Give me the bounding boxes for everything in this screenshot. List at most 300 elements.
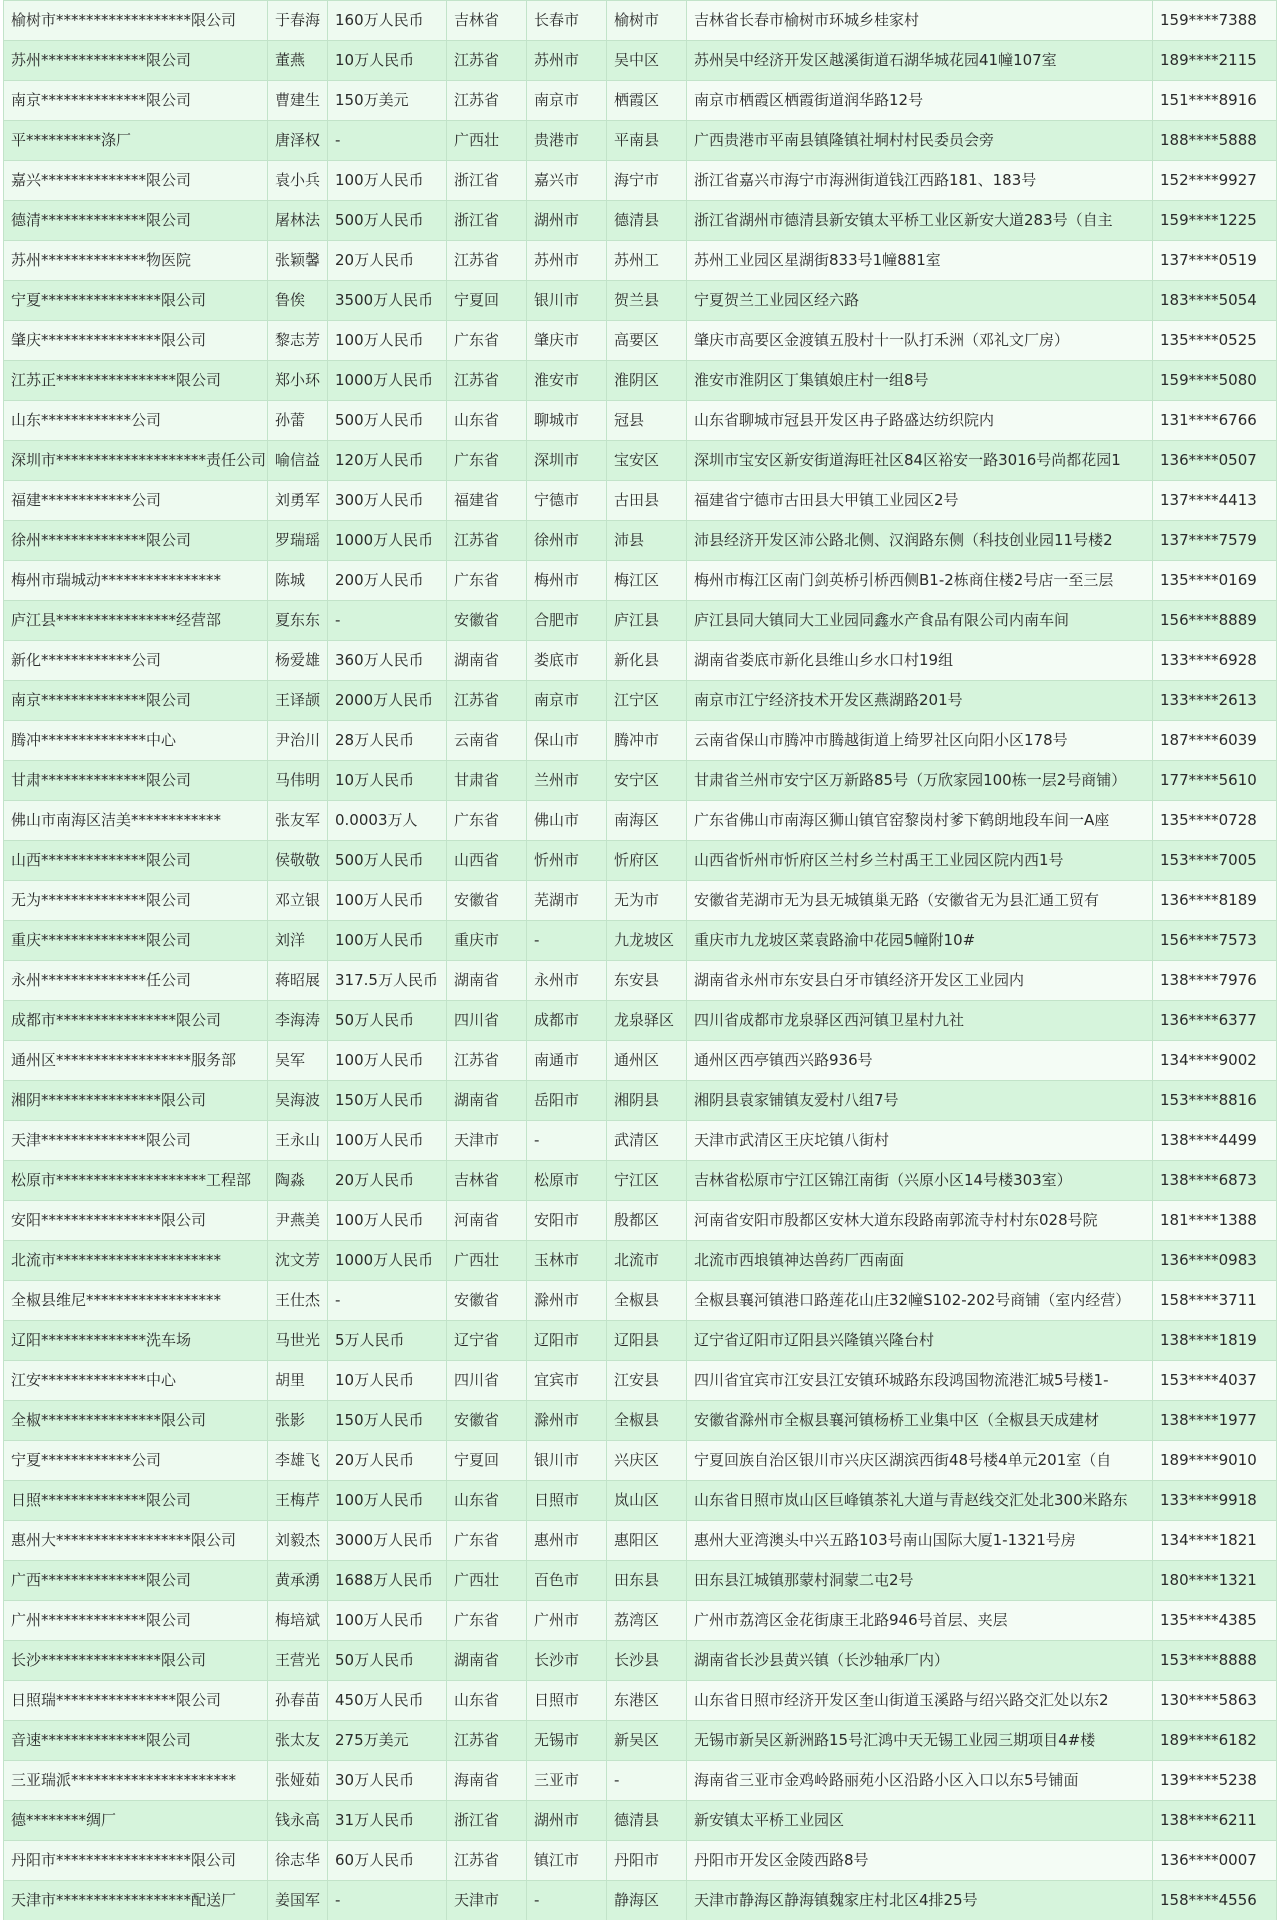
- legal-rep-cell: 陶淼: [268, 1161, 328, 1201]
- table-row: [4, 1081, 1277, 1121]
- table-row: [4, 1481, 1277, 1521]
- table-row: [4, 201, 1277, 241]
- address-cell: 北流市西埌镇神达兽药厂西南面: [687, 1241, 1153, 1281]
- city-cell: 无锡市: [527, 1721, 607, 1761]
- province-cell: 江苏省: [447, 361, 527, 401]
- city-cell: 保山市: [527, 721, 607, 761]
- district-cell: 武清区: [607, 1121, 687, 1161]
- company-name-cell: 重庆**************限公司: [4, 921, 268, 961]
- legal-rep-cell: 鲁俟: [268, 281, 328, 321]
- phone-cell: 137****4413: [1153, 481, 1277, 521]
- table-row: [4, 721, 1277, 761]
- province-cell: 广西壮: [447, 1241, 527, 1281]
- province-cell: 湖南省: [447, 1641, 527, 1681]
- legal-rep-cell: 喻信益: [268, 441, 328, 481]
- table-row: [4, 361, 1277, 401]
- city-cell: 肇庆市: [527, 321, 607, 361]
- table-row: [4, 81, 1277, 121]
- district-cell: 江安县: [607, 1361, 687, 1401]
- city-cell: 苏州市: [527, 241, 607, 281]
- table-row: [4, 1841, 1277, 1881]
- city-cell: 松原市: [527, 1161, 607, 1201]
- province-cell: 广东省: [447, 1521, 527, 1561]
- phone-cell: 152****9927: [1153, 161, 1277, 201]
- table-row: [4, 1521, 1277, 1561]
- capital-cell: 31万人民币: [328, 1801, 447, 1841]
- city-cell: 佛山市: [527, 801, 607, 841]
- phone-cell: 134****9002: [1153, 1041, 1277, 1081]
- table-row: [4, 961, 1277, 1001]
- legal-rep-cell: 李雄飞: [268, 1441, 328, 1481]
- province-cell: 江苏省: [447, 1841, 527, 1881]
- district-cell: 南海区: [607, 801, 687, 841]
- district-cell: 兴庆区: [607, 1441, 687, 1481]
- capital-cell: 200万人民币: [328, 561, 447, 601]
- city-cell: 滁州市: [527, 1401, 607, 1441]
- company-name-cell: 榆树市******************限公司: [4, 1, 268, 41]
- capital-cell: -: [328, 121, 447, 161]
- capital-cell: 300万人民币: [328, 481, 447, 521]
- phone-cell: 188****5888: [1153, 121, 1277, 161]
- table-row: [4, 561, 1277, 601]
- table-row: [4, 1001, 1277, 1041]
- district-cell: 宝安区: [607, 441, 687, 481]
- address-cell: 重庆市九龙坡区菜袁路渝中花园5幢附10#: [687, 921, 1153, 961]
- city-cell: -: [527, 1121, 607, 1161]
- table-row: [4, 161, 1277, 201]
- province-cell: 湖南省: [447, 961, 527, 1001]
- province-cell: 福建省: [447, 481, 527, 521]
- capital-cell: 1000万人民币: [328, 1241, 447, 1281]
- district-cell: 荔湾区: [607, 1601, 687, 1641]
- company-name-cell: 腾冲**************中心: [4, 721, 268, 761]
- capital-cell: 30万人民币: [328, 1761, 447, 1801]
- table-row: [4, 1361, 1277, 1401]
- province-cell: 湖南省: [447, 1081, 527, 1121]
- province-cell: 广西壮: [447, 1561, 527, 1601]
- table-row: [4, 801, 1277, 841]
- district-cell: 新化县: [607, 641, 687, 681]
- phone-cell: 130****5863: [1153, 1681, 1277, 1721]
- capital-cell: 0.0003万人: [328, 801, 447, 841]
- district-cell: 苏州工: [607, 241, 687, 281]
- table-row: [4, 521, 1277, 561]
- city-cell: -: [527, 1881, 607, 1920]
- capital-cell: 3500万人民币: [328, 281, 447, 321]
- table-row: [4, 1561, 1277, 1601]
- city-cell: 日照市: [527, 1681, 607, 1721]
- phone-cell: 177****5610: [1153, 761, 1277, 801]
- district-cell: 德清县: [607, 1801, 687, 1841]
- legal-rep-cell: 王营光: [268, 1641, 328, 1681]
- address-cell: 天津市静海区静海镇魏家庄村北区4排25号: [687, 1881, 1153, 1920]
- province-cell: 浙江省: [447, 161, 527, 201]
- legal-rep-cell: 王永山: [268, 1121, 328, 1161]
- capital-cell: 100万人民币: [328, 921, 447, 961]
- address-cell: 梅州市梅江区南门剑英桥引桥西侧B1-2栋商住楼2号店一至三层: [687, 561, 1153, 601]
- address-cell: 吉林省松原市宁江区锦江南街（兴原小区14号楼303室）: [687, 1161, 1153, 1201]
- capital-cell: 360万人民币: [328, 641, 447, 681]
- city-cell: 忻州市: [527, 841, 607, 881]
- table-row: [4, 481, 1277, 521]
- capital-cell: 317.5万人民币: [328, 961, 447, 1001]
- address-cell: 南京市栖霞区栖霞街道润华路12号: [687, 81, 1153, 121]
- table-row: [4, 641, 1277, 681]
- company-name-cell: 福建************公司: [4, 481, 268, 521]
- phone-cell: 136****8189: [1153, 881, 1277, 921]
- province-cell: 广东省: [447, 441, 527, 481]
- address-cell: 云南省保山市腾冲市腾越街道上绮罗社区向阳小区178号: [687, 721, 1153, 761]
- table-row: [4, 601, 1277, 641]
- phone-cell: 138****7976: [1153, 961, 1277, 1001]
- province-cell: 安徽省: [447, 1281, 527, 1321]
- table-row: [4, 1881, 1277, 1920]
- province-cell: 安徽省: [447, 881, 527, 921]
- province-cell: 宁夏回: [447, 1441, 527, 1481]
- table-row: [4, 1161, 1277, 1201]
- address-cell: 广西贵港市平南县镇隆镇社垌村村民委员会旁: [687, 121, 1153, 161]
- district-cell: 淮阴区: [607, 361, 687, 401]
- company-name-cell: 湘阴****************限公司: [4, 1081, 268, 1121]
- province-cell: 江苏省: [447, 41, 527, 81]
- district-cell: -: [607, 1761, 687, 1801]
- capital-cell: 100万人民币: [328, 161, 447, 201]
- legal-rep-cell: 李海涛: [268, 1001, 328, 1041]
- company-name-cell: 山东************公司: [4, 401, 268, 441]
- address-cell: 四川省宜宾市江安县江安镇环城路东段鸿国物流港汇城5号楼1-: [687, 1361, 1153, 1401]
- table-row: [4, 1241, 1277, 1281]
- district-cell: 龙泉驿区: [607, 1001, 687, 1041]
- table-row: [4, 1601, 1277, 1641]
- company-name-cell: 德********绸厂: [4, 1801, 268, 1841]
- city-cell: 惠州市: [527, 1521, 607, 1561]
- company-name-cell: 南京**************限公司: [4, 681, 268, 721]
- company-name-cell: 苏州**************限公司: [4, 41, 268, 81]
- city-cell: 嘉兴市: [527, 161, 607, 201]
- province-cell: 浙江省: [447, 201, 527, 241]
- address-cell: 山东省日照市经济开发区奎山街道玉溪路与绍兴路交汇处以东2: [687, 1681, 1153, 1721]
- district-cell: 静海区: [607, 1881, 687, 1920]
- district-cell: 贺兰县: [607, 281, 687, 321]
- phone-cell: 137****0519: [1153, 241, 1277, 281]
- capital-cell: 100万人民币: [328, 1121, 447, 1161]
- district-cell: 丹阳市: [607, 1841, 687, 1881]
- address-cell: 广州市荔湾区金花街康王北路946号首层、夹层: [687, 1601, 1153, 1641]
- table-row: [4, 1681, 1277, 1721]
- legal-rep-cell: 姜国军: [268, 1881, 328, 1920]
- city-cell: 深圳市: [527, 441, 607, 481]
- district-cell: 东港区: [607, 1681, 687, 1721]
- phone-cell: 138****1977: [1153, 1401, 1277, 1441]
- legal-rep-cell: 马世光: [268, 1321, 328, 1361]
- city-cell: 广州市: [527, 1601, 607, 1641]
- address-cell: 深圳市宝安区新安街道海旺社区84区裕安一路3016号尚都花园1: [687, 441, 1153, 481]
- phone-cell: 151****8916: [1153, 81, 1277, 121]
- legal-rep-cell: 马伟明: [268, 761, 328, 801]
- legal-rep-cell: 邓立银: [268, 881, 328, 921]
- address-cell: 辽宁省辽阳市辽阳县兴隆镇兴隆台村: [687, 1321, 1153, 1361]
- table-row: [4, 881, 1277, 921]
- legal-rep-cell: 屠林法: [268, 201, 328, 241]
- legal-rep-cell: 刘勇军: [268, 481, 328, 521]
- address-cell: 浙江省湖州市德清县新安镇太平桥工业区新安大道283号（自主: [687, 201, 1153, 241]
- table-row: [4, 321, 1277, 361]
- phone-cell: 183****5054: [1153, 281, 1277, 321]
- city-cell: 湖州市: [527, 1801, 607, 1841]
- province-cell: 辽宁省: [447, 1321, 527, 1361]
- capital-cell: 150万人民币: [328, 1081, 447, 1121]
- company-name-cell: 无为**************限公司: [4, 881, 268, 921]
- capital-cell: 275万美元: [328, 1721, 447, 1761]
- company-name-cell: 长沙****************限公司: [4, 1641, 268, 1681]
- city-cell: 三亚市: [527, 1761, 607, 1801]
- city-cell: 贵港市: [527, 121, 607, 161]
- company-name-cell: 平**********涤厂: [4, 121, 268, 161]
- city-cell: 长沙市: [527, 1641, 607, 1681]
- table-row: [4, 121, 1277, 161]
- legal-rep-cell: 唐泽权: [268, 121, 328, 161]
- phone-cell: 153****4037: [1153, 1361, 1277, 1401]
- phone-cell: 189****9010: [1153, 1441, 1277, 1481]
- district-cell: 海宁市: [607, 161, 687, 201]
- phone-cell: 138****6873: [1153, 1161, 1277, 1201]
- phone-cell: 135****0728: [1153, 801, 1277, 841]
- capital-cell: 50万人民币: [328, 1001, 447, 1041]
- capital-cell: 160万人民币: [328, 1, 447, 41]
- capital-cell: 100万人民币: [328, 1041, 447, 1081]
- city-cell: 宁德市: [527, 481, 607, 521]
- address-cell: 福建省宁德市古田县大甲镇工业园区2号: [687, 481, 1153, 521]
- company-name-cell: 梅州市瑞城动****************: [4, 561, 268, 601]
- phone-cell: 135****4385: [1153, 1601, 1277, 1641]
- phone-cell: 135****0525: [1153, 321, 1277, 361]
- table-row: [4, 1641, 1277, 1681]
- phone-cell: 158****4556: [1153, 1881, 1277, 1920]
- district-cell: 通州区: [607, 1041, 687, 1081]
- capital-cell: 60万人民币: [328, 1841, 447, 1881]
- capital-cell: 150万美元: [328, 81, 447, 121]
- province-cell: 云南省: [447, 721, 527, 761]
- phone-cell: 138****1819: [1153, 1321, 1277, 1361]
- capital-cell: 100万人民币: [328, 881, 447, 921]
- city-cell: 百色市: [527, 1561, 607, 1601]
- company-name-cell: 江安**************中心: [4, 1361, 268, 1401]
- district-cell: 古田县: [607, 481, 687, 521]
- city-cell: 长春市: [527, 1, 607, 41]
- company-name-cell: 肇庆****************限公司: [4, 321, 268, 361]
- capital-cell: 10万人民币: [328, 761, 447, 801]
- table-row: [4, 1121, 1277, 1161]
- table-row: [4, 1, 1277, 41]
- table-row: [4, 1281, 1277, 1321]
- district-cell: 高要区: [607, 321, 687, 361]
- phone-cell: 187****6039: [1153, 721, 1277, 761]
- capital-cell: 2000万人民币: [328, 681, 447, 721]
- address-cell: 丹阳市开发区金陵西路8号: [687, 1841, 1153, 1881]
- province-cell: 安徽省: [447, 601, 527, 641]
- city-cell: 南通市: [527, 1041, 607, 1081]
- company-name-cell: 惠州大******************限公司: [4, 1521, 268, 1561]
- city-cell: 银川市: [527, 281, 607, 321]
- province-cell: 江苏省: [447, 1721, 527, 1761]
- phone-cell: 136****0507: [1153, 441, 1277, 481]
- phone-cell: 133****2613: [1153, 681, 1277, 721]
- table-row: [4, 1041, 1277, 1081]
- company-name-cell: 通州区******************服务部: [4, 1041, 268, 1081]
- address-cell: 河南省安阳市殷都区安林大道东段路南郭流寺村村东028号院: [687, 1201, 1153, 1241]
- address-cell: 安徽省芜湖市无为县无城镇巢无路（安徽省无为县汇通工贸有: [687, 881, 1153, 921]
- city-cell: 芜湖市: [527, 881, 607, 921]
- address-cell: 南京市江宁经济技术开发区燕湖路201号: [687, 681, 1153, 721]
- legal-rep-cell: 夏东东: [268, 601, 328, 641]
- capital-cell: 10万人民币: [328, 41, 447, 81]
- capital-cell: 1688万人民币: [328, 1561, 447, 1601]
- legal-rep-cell: 梅培斌: [268, 1601, 328, 1641]
- legal-rep-cell: 王仕杰: [268, 1281, 328, 1321]
- address-cell: 宁夏贺兰工业园区经六路: [687, 281, 1153, 321]
- capital-cell: 150万人民币: [328, 1401, 447, 1441]
- legal-rep-cell: 刘毅杰: [268, 1521, 328, 1561]
- company-name-cell: 徐州**************限公司: [4, 521, 268, 561]
- district-cell: 北流市: [607, 1241, 687, 1281]
- address-cell: 新安镇太平桥工业园区: [687, 1801, 1153, 1841]
- legal-rep-cell: 沈文芳: [268, 1241, 328, 1281]
- capital-cell: 50万人民币: [328, 1641, 447, 1681]
- district-cell: 榆树市: [607, 1, 687, 41]
- province-cell: 山西省: [447, 841, 527, 881]
- phone-cell: 135****0169: [1153, 561, 1277, 601]
- legal-rep-cell: 张太友: [268, 1721, 328, 1761]
- address-cell: 山西省忻州市忻府区兰村乡兰村禹王工业园区院内西1号: [687, 841, 1153, 881]
- legal-rep-cell: 张友军: [268, 801, 328, 841]
- capital-cell: 1000万人民币: [328, 361, 447, 401]
- city-cell: 成都市: [527, 1001, 607, 1041]
- capital-cell: 100万人民币: [328, 1481, 447, 1521]
- company-name-cell: 天津**************限公司: [4, 1121, 268, 1161]
- address-cell: 宁夏回族自治区银川市兴庆区湖滨西街48号楼4单元201室（自: [687, 1441, 1153, 1481]
- table-row: [4, 761, 1277, 801]
- capital-cell: 1000万人民币: [328, 521, 447, 561]
- city-cell: 娄底市: [527, 641, 607, 681]
- table-row: [4, 921, 1277, 961]
- capital-cell: -: [328, 601, 447, 641]
- capital-cell: 120万人民币: [328, 441, 447, 481]
- province-cell: 四川省: [447, 1361, 527, 1401]
- address-cell: 广东省佛山市南海区狮山镇官窑黎岗村爹下鹤朗地段车间一A座: [687, 801, 1153, 841]
- city-cell: 湖州市: [527, 201, 607, 241]
- company-name-cell: 甘肃**************限公司: [4, 761, 268, 801]
- company-name-cell: 嘉兴**************限公司: [4, 161, 268, 201]
- legal-rep-cell: 王译颉: [268, 681, 328, 721]
- capital-cell: 3000万人民币: [328, 1521, 447, 1561]
- city-cell: 镇江市: [527, 1841, 607, 1881]
- legal-rep-cell: 张影: [268, 1401, 328, 1441]
- city-cell: 兰州市: [527, 761, 607, 801]
- capital-cell: 100万人民币: [328, 321, 447, 361]
- city-cell: 淮安市: [527, 361, 607, 401]
- city-cell: 永州市: [527, 961, 607, 1001]
- company-name-cell: 成都市****************限公司: [4, 1001, 268, 1041]
- city-cell: 安阳市: [527, 1201, 607, 1241]
- address-cell: 肇庆市高要区金渡镇五股村十一队打禾洲（邓礼文厂房）: [687, 321, 1153, 361]
- table-row: [4, 1401, 1277, 1441]
- company-name-cell: 新化************公司: [4, 641, 268, 681]
- capital-cell: 5万人民币: [328, 1321, 447, 1361]
- province-cell: 四川省: [447, 1001, 527, 1041]
- phone-cell: 136****6377: [1153, 1001, 1277, 1041]
- district-cell: 梅江区: [607, 561, 687, 601]
- company-name-cell: 安阳****************限公司: [4, 1201, 268, 1241]
- city-cell: 徐州市: [527, 521, 607, 561]
- table-row: [4, 41, 1277, 81]
- address-cell: 湘阴县袁家铺镇友爱村八组7号: [687, 1081, 1153, 1121]
- city-cell: 南京市: [527, 81, 607, 121]
- capital-cell: -: [328, 1881, 447, 1920]
- city-cell: 玉林市: [527, 1241, 607, 1281]
- address-cell: 湖南省长沙县黄兴镇（长沙轴承厂内）: [687, 1641, 1153, 1681]
- company-name-cell: 三亚瑞派**********************: [4, 1761, 268, 1801]
- phone-cell: 156****7573: [1153, 921, 1277, 961]
- table-row: [4, 681, 1277, 721]
- legal-rep-cell: 侯敬敬: [268, 841, 328, 881]
- address-cell: 甘肃省兰州市安宁区万新路85号（万欣家园100栋一层2号商铺）: [687, 761, 1153, 801]
- address-cell: 吉林省长春市榆树市环城乡桂家村: [687, 1, 1153, 41]
- table-body: [4, 1, 1277, 1920]
- address-cell: 苏州工业园区星湖街833号1幢881室: [687, 241, 1153, 281]
- capital-cell: 100万人民币: [328, 1601, 447, 1641]
- capital-cell: 500万人民币: [328, 841, 447, 881]
- city-cell: 银川市: [527, 1441, 607, 1481]
- district-cell: 殷都区: [607, 1201, 687, 1241]
- district-cell: 忻府区: [607, 841, 687, 881]
- capital-cell: 500万人民币: [328, 401, 447, 441]
- capital-cell: 20万人民币: [328, 1161, 447, 1201]
- table-row: [4, 281, 1277, 321]
- company-name-cell: 南京**************限公司: [4, 81, 268, 121]
- province-cell: 重庆市: [447, 921, 527, 961]
- table-row: [4, 1721, 1277, 1761]
- city-cell: -: [527, 921, 607, 961]
- phone-cell: 133****9918: [1153, 1481, 1277, 1521]
- legal-rep-cell: 刘洋: [268, 921, 328, 961]
- capital-cell: 20万人民币: [328, 1441, 447, 1481]
- address-cell: 淮安市淮阴区丁集镇娘庄村一组8号: [687, 361, 1153, 401]
- company-name-cell: 佛山市南海区洁美************: [4, 801, 268, 841]
- company-name-cell: 全椒****************限公司: [4, 1401, 268, 1441]
- company-name-cell: 全椒县维尼******************: [4, 1281, 268, 1321]
- legal-rep-cell: 黎志芳: [268, 321, 328, 361]
- province-cell: 吉林省: [447, 1, 527, 41]
- legal-rep-cell: 孙蕾: [268, 401, 328, 441]
- district-cell: 腾冲市: [607, 721, 687, 761]
- city-cell: 南京市: [527, 681, 607, 721]
- company-name-cell: 宁夏************公司: [4, 1441, 268, 1481]
- phone-cell: 134****1821: [1153, 1521, 1277, 1561]
- city-cell: 日照市: [527, 1481, 607, 1521]
- address-cell: 浙江省嘉兴市海宁市海洲街道钱江西路181、183号: [687, 161, 1153, 201]
- address-cell: 湖南省永州市东安县白牙市镇经济开发区工业园内: [687, 961, 1153, 1001]
- company-name-cell: 广州**************限公司: [4, 1601, 268, 1641]
- address-cell: 苏州吴中经济开发区越溪街道石湖华城花园41幢107室: [687, 41, 1153, 81]
- table-row: [4, 401, 1277, 441]
- province-cell: 江苏省: [447, 521, 527, 561]
- district-cell: 平南县: [607, 121, 687, 161]
- province-cell: 天津市: [447, 1121, 527, 1161]
- company-name-cell: 音速**************限公司: [4, 1721, 268, 1761]
- legal-rep-cell: 郑小环: [268, 361, 328, 401]
- province-cell: 山东省: [447, 1681, 527, 1721]
- legal-rep-cell: 陈城: [268, 561, 328, 601]
